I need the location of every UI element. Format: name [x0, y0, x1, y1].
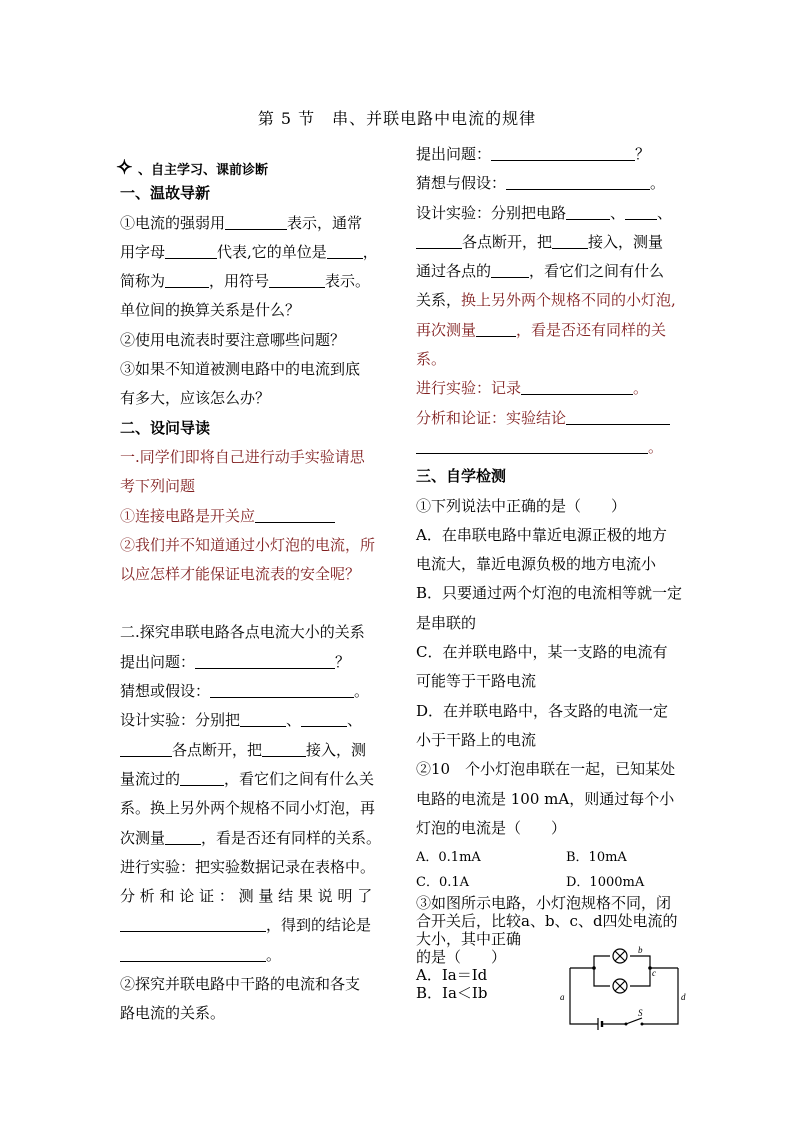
r-design-line4: 关系，换上另外两个规格不同的小灯泡,: [416, 291, 676, 310]
r-design-line6: 系。: [416, 350, 447, 369]
c2-option-a: A．0.1mA: [416, 850, 481, 866]
left-column: [116, 153, 392, 1029]
c2-option-d: D．1000mA: [566, 875, 645, 891]
c3-line2: 合开关后，比较a、b、c、d四处电流的: [416, 912, 678, 931]
r-design-line2: 各点断开，把 接入，测量: [416, 228, 686, 257]
r-design-line1: 设计实验：分别把电路 、 、: [416, 203, 673, 222]
label-s: S: [638, 1008, 643, 1018]
label-c: c: [652, 968, 656, 978]
q1-line1: ①电流的强弱用 表示，通常: [120, 213, 363, 232]
g1-q2-line1: ②我们并不知道通过小灯泡的电流，所: [120, 535, 376, 554]
g2-title: 二.探究串联电路各点电流大小的关系: [120, 623, 365, 642]
c1-option-d-line2: 小于干路上的电流: [416, 730, 537, 749]
r-design-line5: 再次测量 ，看是否还有同样的关: [416, 320, 667, 339]
q3-line2: 有多大，应该怎么办？: [120, 389, 271, 408]
ana-line3: 。: [120, 941, 392, 970]
c1-option-c-line2: 可能等于干路电流: [416, 672, 537, 691]
design-line1: 设计实验：分别把 、 、: [120, 711, 363, 730]
c2-option-b: B．10mA: [566, 850, 627, 866]
r-ana-line2: 。: [416, 433, 686, 462]
r-guess-line: 猜想与假设： 。: [416, 174, 666, 193]
c1-option-a-line2: 电流大，靠近电源负极的地方电流小: [416, 555, 657, 574]
c3-option-b: B．Ia＜Ib: [416, 984, 488, 1003]
g1-line2: 考下列问题: [120, 477, 196, 496]
guide-heading: 二、设问导读: [120, 418, 211, 437]
q-parallel-line2: 路电流的关系。: [120, 1004, 226, 1023]
q-parallel-line1: ②探究并联电路中干路的电流和各支: [120, 975, 361, 994]
c3-line1: ③如图所示电路，小灯泡规格不同，闭: [416, 894, 672, 913]
label-b: b: [638, 946, 643, 955]
g1-q1: ①连接电路是开关应: [120, 502, 392, 531]
c1-option-b-line2: 是串联的: [416, 613, 477, 632]
c2-line2: 电路的电流是 100 mA，则通过每个小: [416, 789, 675, 808]
design-line3: 量流过的 ，看它们之间有什么关: [120, 769, 375, 788]
c1-option-a-line1: A．在串联电路中靠近电源正极的地方: [416, 525, 667, 544]
q1-line3: 简称为 ，用符号 表示。: [120, 272, 371, 291]
c2-line1: ②10 个小灯泡串联在一起，已知某处: [416, 760, 676, 779]
circuit-diagram: [558, 946, 688, 1032]
design-line4: 系。换上另外两个规格不同小灯泡，再: [120, 799, 376, 818]
c1-option-d-line1: D．在并联电路中，各支路的电流一定: [416, 701, 669, 720]
label-a: a: [560, 992, 565, 1002]
design-line5: 次测量 ，看是否还有同样的关系。: [120, 828, 382, 847]
r-exp-line: 进行实验：记录 。: [416, 379, 649, 398]
r-design-line3: 通过各点的 ，看它们之间有什么: [416, 262, 665, 281]
exp-line: 进行实验：把实验数据记录在表格中。: [120, 857, 376, 876]
ana-line1: 分 析 和 论 证 ： 测 量 结 果 说 明 了: [120, 887, 373, 906]
page-title: 第 5 节 串、并联电路中电流的规律: [257, 109, 537, 128]
c2-options-cd: [416, 872, 686, 894]
c3-option-a: A．Ia＝Id: [416, 966, 488, 985]
q1-line2: 用字母 代表,它的单位是 ，: [120, 242, 378, 261]
c3-line4: 的是（ ）: [416, 948, 507, 967]
r-ana-line1: 分析和论证：实验结论: [416, 404, 686, 433]
r-ask-line: 提出问题： ？: [416, 145, 651, 163]
guess-line: 猜想或假设： 。: [120, 682, 370, 701]
ask-line: 提出问题： ？: [120, 652, 351, 671]
check-heading: 三、自学检测: [416, 467, 507, 486]
sparkle-icon: ✧: [116, 155, 133, 179]
c1-stem: ①下列说法中正确的是（ ）: [416, 496, 627, 515]
c1-option-c-line1: C．在并联电路中，某一支路的电流有: [416, 643, 668, 662]
ana-line2: ，得到的结论是: [120, 911, 392, 940]
g1-q2-line2: 以应怎样才能保证电流表的安全呢？: [120, 565, 361, 584]
section1-heading: ✧ 、自主学习、课前诊断: [116, 153, 392, 185]
c3-line3: 大小，其中正确: [416, 930, 522, 949]
c2-line3: 灯泡的电流是（ ）: [416, 818, 567, 837]
q2: ②使用电流表时要注意哪些问题？: [120, 330, 346, 349]
c2-option-c: C．0.1A: [416, 875, 470, 891]
right-column: [416, 140, 686, 1002]
design-line2: 各点断开，把 接入，测: [120, 736, 392, 765]
c1-option-b-line1: B．只要通过两个灯泡的电流相等就一定: [416, 584, 683, 603]
label-d: d: [681, 992, 686, 1002]
switch-icon: [626, 1018, 642, 1024]
q3-line1: ③如果不知道被测电路中的电流到底: [120, 360, 361, 379]
q1-line4: 单位间的换算关系是什么？: [120, 301, 301, 320]
g1-line1: 一.同学们即将自己进行动手实验请思: [120, 447, 365, 466]
c2-options-ab: [416, 843, 686, 872]
review-heading: 一、温故导新: [120, 184, 211, 203]
